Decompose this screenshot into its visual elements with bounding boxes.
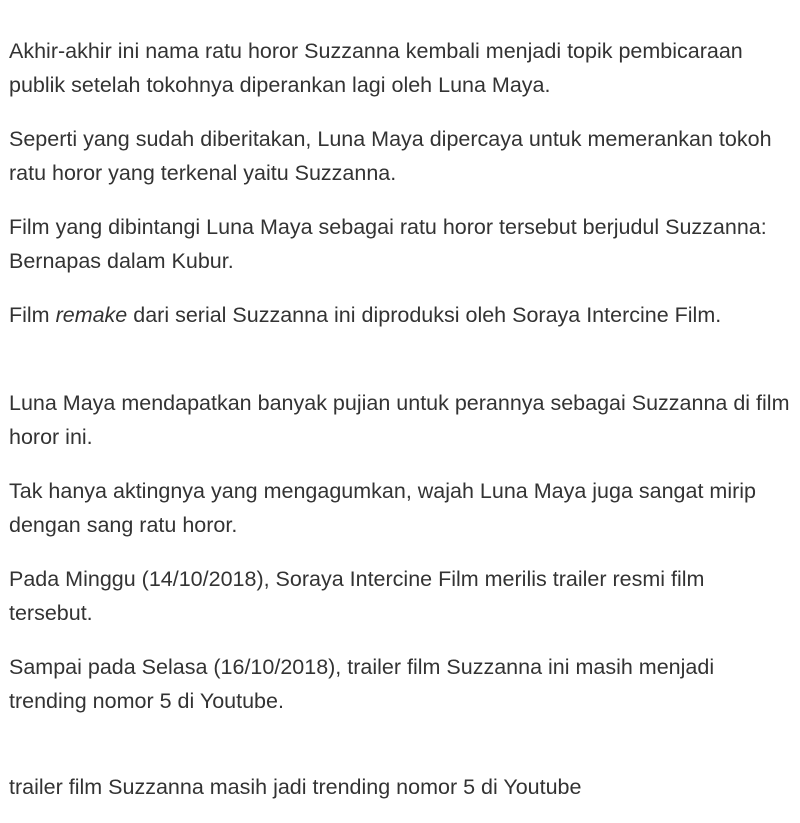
article-paragraph: Film yang dibintangi Luna Maya sebagai ratu horor tersebut berjudul Suzzanna: Bernapas dalam Kubur. bbox=[9, 215, 767, 273]
article-paragraph: Akhir-akhir ini nama ratu horor Suzzanna kembali menjadi topik pembicaraan publik setelah tokohnya diperankan lagi oleh Luna Maya. bbox=[9, 39, 743, 97]
article-paragraph: Luna Maya mendapatkan banyak pujian untuk perannya sebagai Suzzanna di film horor ini. bbox=[9, 391, 790, 449]
article-paragraph: Sampai pada Selasa (16/10/2018), trailer film Suzzanna ini masih menjadi trending nomor 5 di Youtube. bbox=[9, 655, 715, 713]
article-paragraph bbox=[9, 298, 793, 332]
paragraph-text: Film bbox=[9, 303, 56, 327]
image-caption: trailer film Suzzanna masih jadi trending nomor 5 di Youtube bbox=[9, 775, 582, 799]
article-paragraph: Tak hanya aktingnya yang mengagumkan, wajah Luna Maya juga sangat mirip dengan sang ratu horor. bbox=[9, 479, 756, 537]
article-paragraph: Pada Minggu (14/10/2018), Soraya Intercine Film merilis trailer resmi film tersebut. bbox=[9, 567, 705, 625]
article-paragraph: Seperti yang sudah diberitakan, Luna Maya dipercaya untuk memerankan tokoh ratu horor yang terkenal yaitu Suzzanna. bbox=[9, 127, 772, 185]
emphasized-word: remake bbox=[55, 303, 128, 327]
paragraph-text: dari serial Suzzanna ini diproduksi oleh Soraya Intercine Film. bbox=[127, 303, 722, 327]
